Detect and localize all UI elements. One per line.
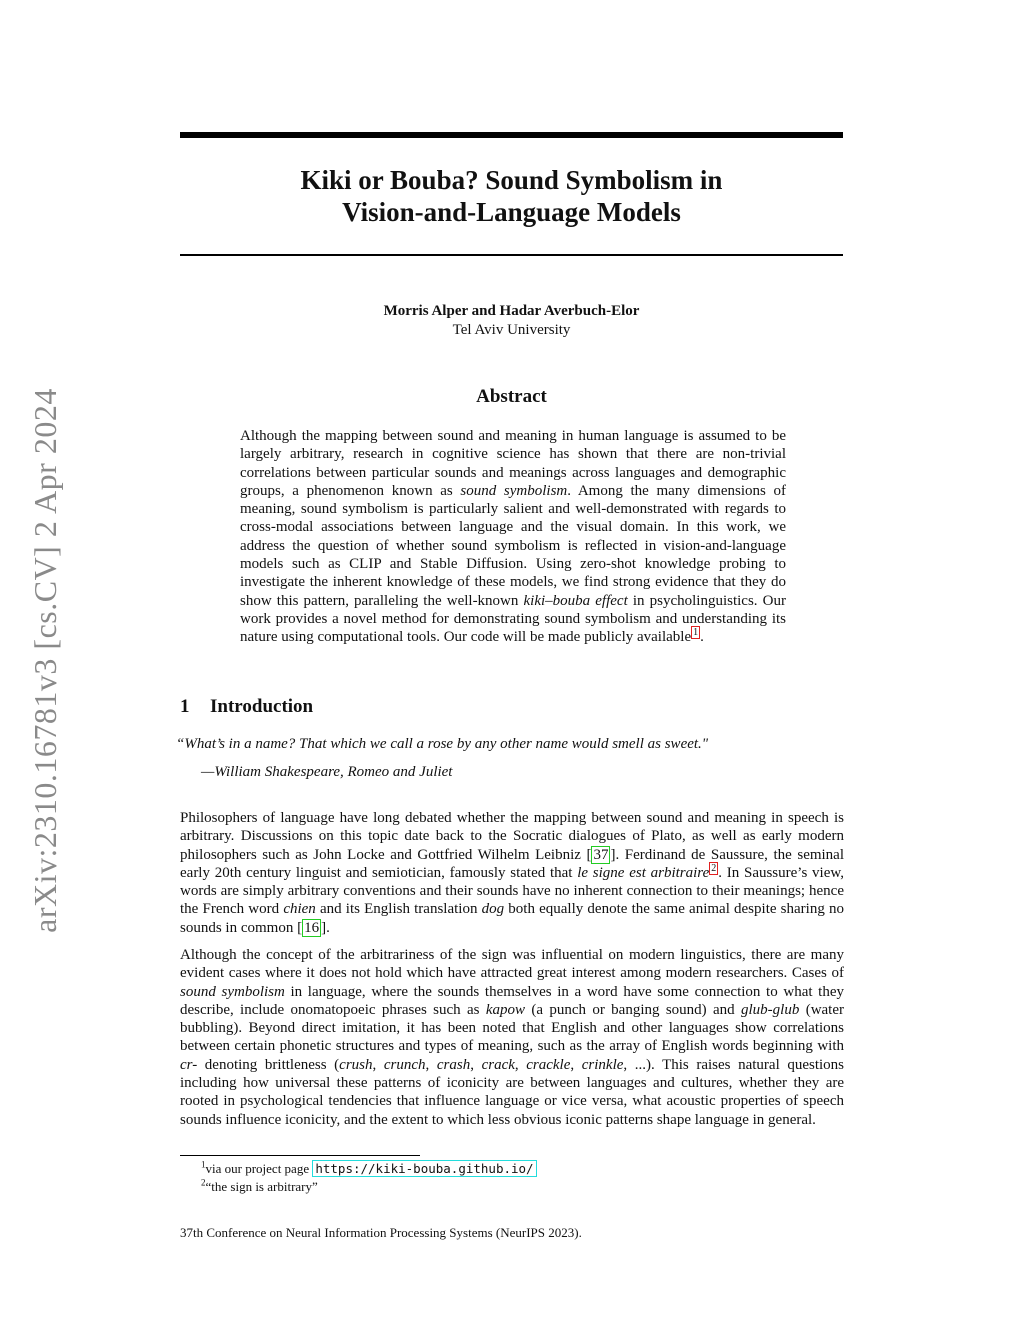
- footnote-ref-1[interactable]: 1: [693, 627, 699, 639]
- author-block: [180, 302, 843, 340]
- epigraph-quote: “What’s in a name? That which we call a rose by any other name would smell as sweet.": [176, 736, 709, 752]
- citation-37[interactable]: 37: [593, 846, 609, 863]
- footnote-ref-2[interactable]: 2: [711, 862, 717, 874]
- citation-16[interactable]: 16: [304, 919, 320, 936]
- title-bottom-rule: [180, 254, 843, 256]
- intro-paragraph-2: Although the concept of the arbitrariness of the sign was influential on modern linguistics, there are many evident cases where it does not hold which have attracted great interest among modern researchers. Cases of sound symbolism in language, where the sounds themselves in a word have some connection to what they describe, include onomatopoeic phrases such as kapow (a punch or banging sound) and glub-glub (water bubbling). Beyond direct imitation, it has been noted that English and other languages show correlations between certain phonetic structures and types of meaning, such as the array of English words beginning with cr- denoting brittleness (crush, crunch, crash, crack, crackle, crinkle, ...). This raises natural questions including how universal these patterns of iconicity are between languages and cultures, whether they are rooted in psychological tendencies that influence language or vice versa, what acoustic properties of speech sounds influence iconicity, and the extent to which less obvious iconic patterns shape language in general.: [180, 947, 845, 1128]
- conference-footer: 37th Conference on Neural Information Processing Systems (NeurIPS 2023).: [180, 1225, 582, 1240]
- title-line-1: Kiki or Bouba? Sound Symbolism in: [300, 165, 723, 195]
- footnote-2: $^2$“the sign is arbitrary”: [201, 1177, 318, 1194]
- title-top-rule: [180, 132, 843, 138]
- project-page-link[interactable]: https://kiki-bouba.github.io/: [312, 1160, 536, 1177]
- epigraph-source: —William Shakespeare, Romeo and Juliet: [201, 764, 453, 780]
- title-line-2: Vision-and-Language Models: [342, 197, 681, 227]
- section-title: Introduction: [210, 696, 314, 717]
- intro-paragraph-1: Philosophers of language have long debated whether the mapping between sound and meaning in speech is arbitrary. Discussions on this topic date back to the Socratic dialogues of Plato, as well as early modern philosophers such as John Locke and Gottfried Wilhelm Leibniz [ 37 ]. Ferdinand de Saussure, the seminal early 20th century linguist and semiotician, famously stated that le signe est arbitraire $^2$ . In Saussure’s view, words are simply arbitrary conventions and their sounds have no inherent connection to their meanings; hence the French word chien and its English translation dog both equally denote the same animal despite sharing no sounds in common [ 16 ].: [180, 810, 845, 936]
- abstract-heading: Abstract: [476, 386, 547, 407]
- arxiv-id-text: arXiv:2310.16781v3 [cs.CV] 2 Apr 2024: [26, 387, 63, 933]
- footnote-1: $^1$via our project page https://kiki-bouba.github.io/: [201, 1161, 537, 1177]
- paper-title: [180, 164, 843, 228]
- section-heading-introduction: [180, 696, 313, 718]
- footnote-rule: [180, 1155, 420, 1156]
- arxiv-side-identifier: [20, 360, 70, 960]
- author-names: Morris Alper and Hadar Averbuch-Elor: [383, 303, 640, 319]
- section-number: 1: [180, 696, 190, 717]
- abstract-text: Although the mapping between sound and meaning in human language is assumed to be largely arbitrary, research in cognitive science has shown that there are non-trivial correlations between particular sounds and meanings across languages and demographic groups, a phenomenon known as sound symbolism. Among the many dimensions of meaning, sound symbolism is particularly salient and well-demonstrated with regards to cross-modal associations between language and the visual domain. In this work, we address the question of whether sound symbolism is reflected in vision-and-language models such as CLIP and Stable Diffusion. Using zero-shot knowledge probing to investigate the inherent knowledge of these models, we find strong evidence that they do show this pattern, paralleling the well-known kiki–bouba effect in psycholinguistics. Our work provides a novel method for demonstrating sound symbolism and understanding its nature using computational tools. Our code will be made publicly available $^1$ .: [240, 428, 786, 646]
- affiliation: Tel Aviv University: [452, 322, 571, 338]
